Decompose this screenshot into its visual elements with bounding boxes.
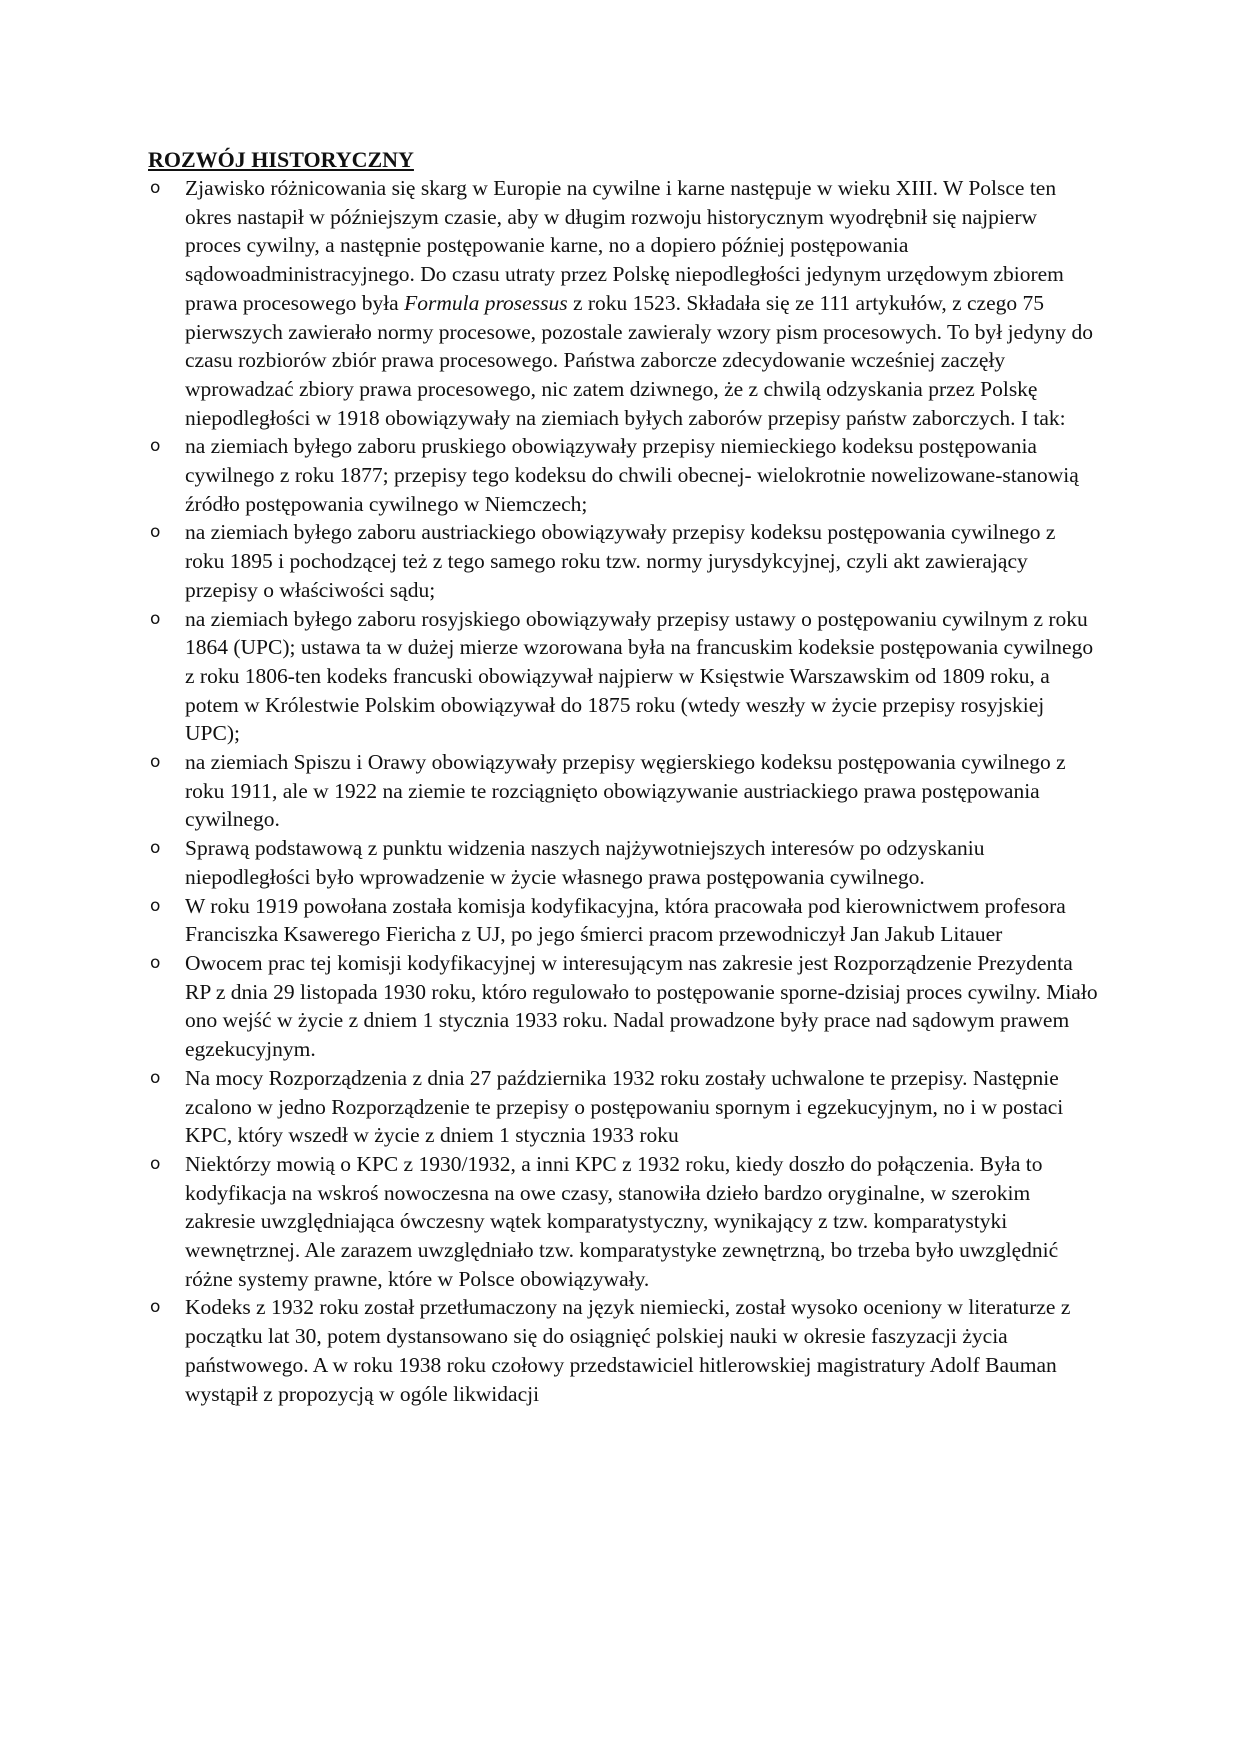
list-item <box>148 949 1098 1064</box>
bullet-icon: o <box>150 1297 161 1318</box>
bullet-icon: o <box>150 522 161 543</box>
item-italic-title: Formula prosessus <box>404 290 568 315</box>
bullet-icon: o <box>150 895 161 916</box>
bullet-icon: o <box>150 1067 161 1088</box>
item-text: Owocem prac tej komisji kodyfikacyjnej w interesującym nas zakresie jest Rozporządzenie Prezydenta RP z dnia 29 listopada 1930 roku, któro regulowało to postępowanie sporne-dzisiaj proces cywilny. Miało ono wejść w życie z dniem 1 stycznia 1933 roku. Nadal prowadzone były prace nad sądowym prawem egzekucyjnym. <box>185 950 1098 1062</box>
list-item <box>148 892 1098 949</box>
list-item <box>148 1293 1098 1408</box>
item-text: W roku 1919 powołana została komisja kodyfikacyjna, która pracowała pod kierownictwem profesora Franciszka Ksawerego Fiericha z UJ, po jego śmierci pracom przewodniczył Jan Jakub Litauer <box>185 893 1066 947</box>
item-text-continued: z roku 1523. Składała się ze 111 artykułów, z czego 75 pierwszych zawierało normy procesowe, pozostale zawieraly wzory pism procesowych. To był jedyny do czasu rozbiorów zbiór prawa procesowego. Państwa zaborcze zdecydowanie wcześniej zaczęły wprowadzać zbiory prawa procesowego, nic zatem dziwnego, że z chwilą odzyskania przez Polskę niepodległości w 1918 obowiązywały na ziemiach byłych zaborów przepisy państw zaborczych. I tak: <box>185 290 1093 430</box>
list-item <box>148 1150 1098 1294</box>
item-text: na ziemiach byłego zaboru austriackiego obowiązywały przepisy kodeksu postępowania cywilnego z roku 1895 i pochodzącej też z tego samego roku tzw. normy jurysdykcyjnej, czyli akt zawierający przepisy o właściwości sądu; <box>185 520 1056 602</box>
item-text: Na mocy Rozporządzenia z dnia 27 października 1932 roku zostały uchwalone te przepisy. Następnie zcalono w jedno Rozporządzenie te przepisy o postępowaniu spornym i egzekucyjnym, no i w postaci KPC, który wszedł w życie z dniem 1 stycznia 1933 roku <box>185 1065 1064 1148</box>
item-text: Sprawą podstawową z punktu widzenia naszych najżywotniejszych interesów po odzyskaniu niepodległości było wprowadzenie w życie własnego prawa postępowania cywilnego. <box>185 836 985 889</box>
item-text: Zjawisko różnicowania się skarg w Europie na cywilne i karne następuje w wieku XIII. W Polsce ten okres nastapił w późniejszym czasie, aby w długim rozwoju historycznym wyodrębnił się najpierw proces cywilny, a następnie postępowanie karne, no a dopiero później postępowania sądowoadministracyjnego. Do czasu utraty przez Polskę niepodległości jedynym urzędowym zbiorem prawa procesowego była <box>185 176 1064 315</box>
bullet-icon: o <box>150 752 161 773</box>
bullet-icon: o <box>150 178 161 198</box>
bullet-list <box>148 174 1098 1408</box>
list-item <box>148 834 1098 891</box>
document-heading: ROZWÓJ HISTORYCZNY <box>148 147 414 172</box>
item-text: na ziemiach byłego zaboru rosyjskiego obowiązywały przepisy ustawy o postępowaniu cywilnym z roku 1864 (UPC); ustawa ta w dużej mierze wzorowana była na francuskim kodeksie postępowania cywilnego z roku 1806-ten kodeks francuski obowiązywał najpierw w Księstwie Warszawskim od 1809 roku, a potem w Królestwie Polskim obowiązywał do 1875 roku (wtedy weszły w życie przepisy rosyjskiej UPC); <box>185 606 1094 746</box>
list-item <box>148 748 1098 834</box>
list-item <box>148 518 1098 604</box>
item-text: na ziemiach Spiszu i Orawy obowiązywały przepisy węgierskiego kodeksu postępowania cywilnego z roku 1911, ale w 1922 na ziemie te rozciągnięto obowiązywanie austriackiego prawa postępowania cywilnego. <box>185 750 1066 832</box>
list-item <box>148 1064 1098 1150</box>
document-page <box>148 146 1098 1408</box>
list-item <box>148 605 1098 749</box>
item-text: Kodeks z 1932 roku został przetłumaczony na język niemiecki, został wysoko oceniony w literaturze z początku lat 30, potem dystansowano się do osiągnięć polskiej nauki w okresie faszyzacji życia państwowego. A w roku 1938 roku czołowy przedstawiciel hitlerowskiej magistratury Adolf Bauman wystąpił z propozycją w ogóle likwidacji <box>185 1295 1071 1406</box>
bullet-icon: o <box>150 1153 161 1174</box>
item-text: na ziemiach byłego zaboru pruskiego obowiązywały przepisy niemieckiego kodeksu postępowania cywilnego z roku 1877; przepisy tego kodeksu do chwili obecnej- wielokrotnie nowelizowane-stanowią źródło postępowania cywilnego w Niemczech; <box>185 434 1079 516</box>
bullet-icon: o <box>150 608 161 629</box>
bullet-icon: o <box>150 838 161 859</box>
bullet-icon: o <box>150 952 161 973</box>
bullet-icon: o <box>150 436 161 457</box>
list-item <box>148 174 1098 432</box>
list-item <box>148 432 1098 518</box>
item-text: Niektórzy mowią o KPC z 1930/1932, a inni KPC z 1932 roku, kiedy doszło do połączenia. Była to kodyfikacja na wskroś nowoczesna na owe czasy, stanowiła dzieło bardzo oryginalne, w szerokim zakresie uwzględniająca ówczesny wątek komparatystyczny, wynikający z tzw. komparatystyki wewnętrznej. Ale zarazem uwzględniało tzw. komparatystyke zewnętrzną, bo trzeba było uwzględnić różne systemy prawne, które w Polsce obowiązywały. <box>185 1151 1059 1291</box>
